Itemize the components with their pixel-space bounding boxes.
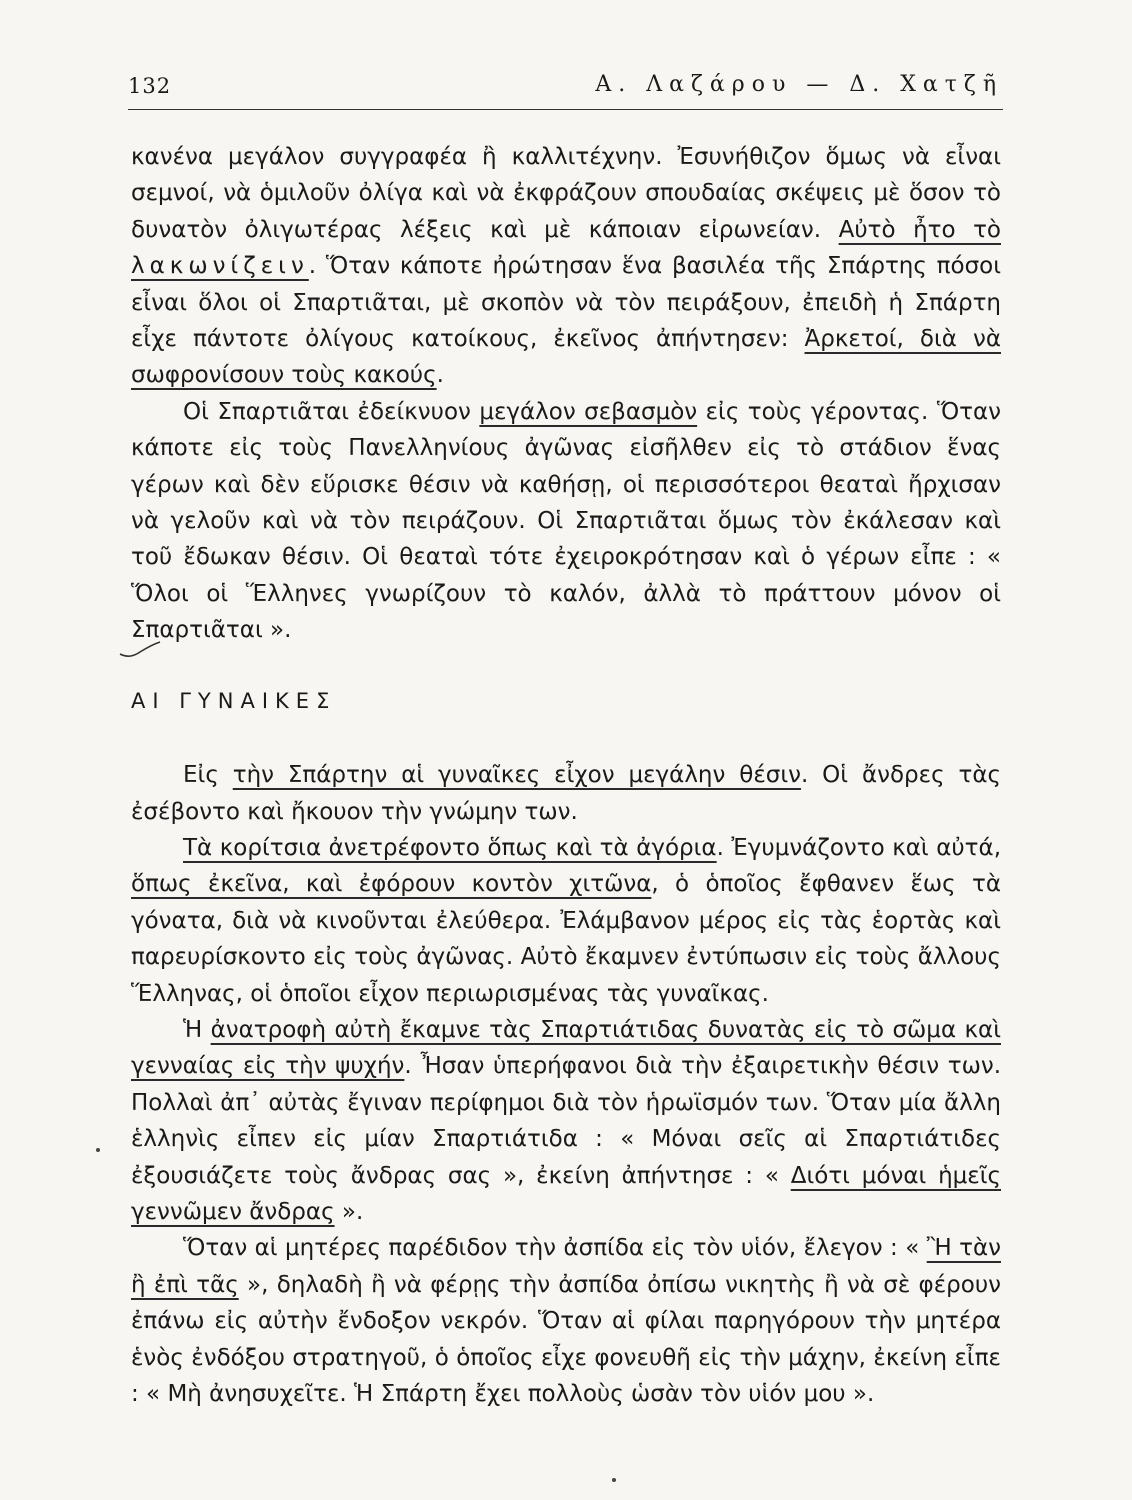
pencil-underline: Ἀρκετοί, διὰ νὰ σωφρονίσουν τοὺς κακούς — [131, 326, 1001, 389]
pencil-underline: τὴν Σπάρτην αἱ γυναῖκες εἶχον μεγάλην θέσιν — [232, 762, 801, 789]
page-speck — [96, 1148, 100, 1152]
paragraph-elders: Οἱ Σπαρτιᾶται ἐδείκνυον μεγάλον σεβασμὸν εἰς τοὺς γέροντας. Ὅταν κάποτε εἰς τοὺς Πανελληνίους ἀγῶνας εἰσῆλθεν εἰς τὸ στάδιον ἕνας γέρων καὶ δὲν εὕρισκε θέσιν νὰ καθήσῃ, οἱ περισσότεροι θεαταὶ ἤρχισαν νὰ γελοῦν καὶ νὰ τὸν πειράζουν. Οἱ Σπαρτιᾶται ὅμως τὸν ἐκάλεσαν καὶ τοῦ ἔδωκαν θέσιν. Οἱ θεαταὶ τότε ἐχειροκρότησαν καὶ ὁ γέρων εἶπε : « Ὅλοι οἱ Ἕλληνες γνωρίζουν τὸ καλόν, ἀλλὰ τὸ πράττουν μόνον οἱ Σπαρτιᾶται ». — [131, 398, 1001, 644]
page-speck — [612, 1478, 616, 1482]
paragraph-women-status: Εἰς τὴν Σπάρτην αἱ γυναῖκες εἶχον μεγάλην θέσιν. Οἱ ἄνδρες τὰς ἐσέβοντο καὶ ἤκουον τὴν γνώμην των. — [131, 762, 1001, 825]
body-text — [131, 139, 1001, 1412]
header-rule — [128, 109, 1003, 110]
pencil-underline: μεγάλον σεβασμὸν — [479, 398, 698, 425]
spaced-term: λακωνίζειν — [131, 253, 309, 280]
page-header — [128, 70, 1003, 106]
paragraph-girls: Τὰ κορίτσια ἀνετρέφοντο ὅπως καὶ τὰ ἀγόρια. Ἐγυμνάζοντο καὶ αὐτά, ὅπως ἐκεῖνα, καὶ ἐφόρουν κοντὸν χιτῶνα, ὁ ὁποῖος ἔφθανεν ἕως τὰ γόνατα, διὰ νὰ κινοῦνται ἐλεύθερα. Ἐλάμβανον μέρος εἰς τὰς ἑορτὰς καὶ παρευρίσκοντο εἰς τοὺς ἀγῶνας. Αὐτὸ ἔκαμνεν ἐντύπωσιν εἰς τοὺς ἄλλους Ἕλληνας, οἱ ὁποῖοι εἶχον περιωρισμένας τὰς γυναῖκας. — [131, 834, 1002, 1007]
pencil-underline: ὅπως ἐκεῖνα, καὶ ἐφόρουν κοντὸν χιτῶνα — [131, 871, 652, 898]
running-head: Α. Λαζάρου — Δ. Χατζῆ — [595, 72, 1003, 97]
pencil-underline: Διότι μόναι ἡμεῖς γεννῶμεν ἄνδρας — [131, 1162, 1002, 1225]
paragraph-upbringing: Ἡ ἀνατροφὴ αὐτὴ ἔκαμνε τὰς Σπαρτιάτιδας δυνατὰς εἰς τὸ σῶμα καὶ γενναίας εἰς τὴν ψυχήν. Ἦσαν ὑπερήφανοι διὰ τὴν ἐξαιρετικὴν θέσιν των. Πολλαὶ ἀπ᾿ αὐτὰς ἔγιναν περίφημοι διὰ τὸν ἡρωϊσμόν των. Ὅταν μία ἄλλη ἑλληνὶς εἶπεν εἰς μίαν Σπαρτιάτιδα : « Μόναι σεῖς αἱ Σπαρτιάτιδες ἐξουσιάζετε τοὺς ἄνδρας σας », ἐκείνη ἀπήντησε : « Διότι μόναι ἡμεῖς γεννῶμεν ἄνδρας ». — [131, 1016, 1002, 1225]
pencil-underline: Ἢ τὰν ἢ ἐπὶ τᾶς — [131, 1235, 1001, 1298]
pencil-underline: ἀνατροφὴ αὐτὴ ἔκαμνε τὰς Σπαρτιάτιδας δυνατὰς εἰς τὸ σῶμα καὶ γενναίας εἰς τὴν ψυχήν — [131, 1016, 1001, 1080]
page-number: 132 — [128, 74, 172, 98]
paragraph-shield: Ὅταν αἱ μητέρες παρέδιδον τὴν ἀσπίδα εἰς τὸν υἱόν, ἔλεγον : « Ἢ τὰν ἢ ἐπὶ τᾶς », δηλαδὴ ἢ νὰ φέρῃς τὴν ἀσπίδα ὀπίσω νικητὴς ἢ νὰ σὲ φέρουν ἐπάνω εἰς αὐτὴν ἔνδοξον νεκρόν. Ὅταν αἱ φίλαι παρηγόρουν τὴν μητέρα ἑνὸς ἐνδόξου στρατηγοῦ, ὁ ὁποῖος εἶχε φονευθῆ εἰς τὴν μάχην, ἐκείνη εἶπε : « Μὴ ἀνησυχεῖτε. Ἡ Σπάρτη ἔχει πολλοὺς ὡσὰν τὸν υἱόν μου ». — [131, 1235, 1001, 1407]
pencil-underline: Αὐτὸ ἦτο τὸ — [838, 216, 1001, 243]
section-heading: ΑΙ ΓΥΝΑΙΚΕΣ — [131, 688, 337, 713]
paragraph-laconic: κανένα μεγάλον συγγραφέα ἢ καλλιτέχνην. Ἐσυνήθιζον ὅμως νὰ εἶναι σεμνοί, νὰ ὁμιλοῦν ὀλίγα καὶ νὰ ἐκφράζουν σπουδαίας σκέψεις μὲ ὅσον τὸ δυνατὸν ὀλιγωτέρας λέξεις καὶ μὲ κάποιαν εἰρωνείαν. Αὐτὸ ἦτο τὸ λακωνίζειν. Ὅταν κάποτε ἠρώτησαν ἕνα βασιλέα τῆς Σπάρτης πόσοι εἶναι ὅλοι οἱ Σπαρτιᾶται, μὲ σκοπὸν νὰ τὸν πειράξουν, ἐπειδὴ ἡ Σπάρτη εἶχε πάντοτε ὀλίγους κατοίκους, ἐκεῖνος ἀπήντησεν: Ἀρκετοί, διὰ νὰ σωφρονίσουν τοὺς κακούς. — [131, 144, 1001, 389]
pencil-underline: Τὰ κορίτσια ἀνετρέφοντο ὅπως καὶ τὰ ἀγόρια — [183, 834, 717, 861]
